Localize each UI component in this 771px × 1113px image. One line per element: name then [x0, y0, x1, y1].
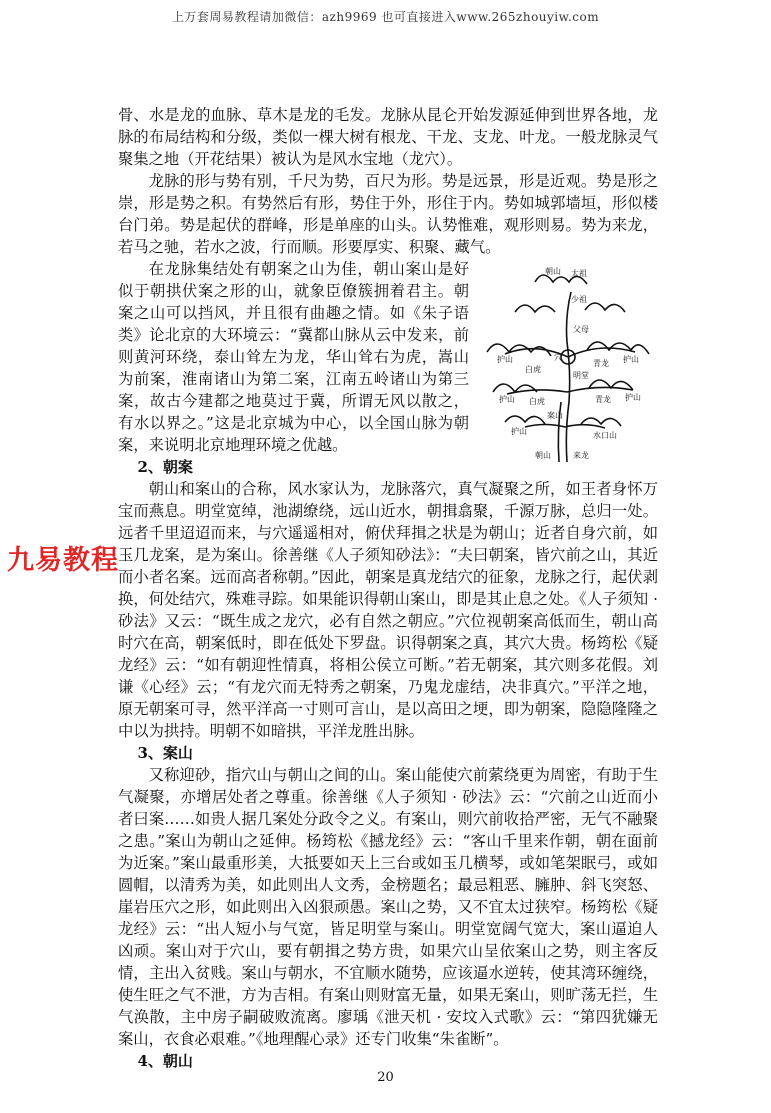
paragraph-3-cont — [118, 258, 658, 460]
label-xue: 穴 — [554, 353, 562, 362]
page-header: 上万套周易教程请加微信：azh9969 也可直接进入www.265zhouyiw.com — [171, 10, 600, 24]
heading-4: 4、朝山 — [137, 1052, 193, 1070]
label-top: 朝山 — [545, 267, 561, 276]
label-zhao: 朝山 — [535, 451, 551, 460]
label-right1: 青龙 — [593, 359, 609, 368]
label-shuikou: 水口山 — [593, 431, 617, 440]
paragraph-5: 又称迎砂，指穴山与朝山之间的山。案山能使穴前萦绕更为周密，有助于生气凝聚，亦增居处者之尊重。徐善继《人子须知 · 砂法》云：“穴前之山近而小者曰案……如贵人据几案处分政令之义。有案山，则穴前收拾严密，无气不融聚之患。”案山为朝山之延伸。杨筠松《撼龙经》云：“客山千里来作朝，朝在面前为近案。”案山最重形美，大抵要如天上三台或如玉几横琴，或如笔架眠弓，或如圆帽，以清秀为美，如此则出人文秀，金榜题名；最忌粗恶、臃肿、斜飞突怒、崖岩压穴之形，如此则出入凶狠顽愚。案山之势，又不宜太过狭窄。杨筠松《疑龙经》云：“出人短小与气宽，皆足明堂与案山。明堂宽阔气宽大，案山逼迫人凶顽。案山对于穴山，要有朝揖之势方贵，如果穴山呈依案山之势，则主客反情，主出入贫贱。案山与朝水，不宜顺水随势，应该逼水逆转，使其湾环缠绕，使生旺之气不泄，方为吉相。有案山则财富无量，如果无案山，则旷荡无拦，生气涣散，主中房子嗣破败流离。廖瑀《泄天机 · 安坟入式歌》云：“第四犹嫌无案山，衣食必艰难。”《地理醒心录》还专门收集“朱雀断”。 — [118, 766, 658, 1048]
label-taizu: 太祖 — [571, 269, 587, 278]
paragraph-3: 在龙脉集结处有朝案之山为佳，朝山案山是好似于朝拱伏案之形的山，就象臣僚簇拥着君主。朝案之山可以挡风，并且很有曲趣之情。如《朱子语类》论北京的大环境云：“冀都山脉从云中发来，前则黄河环绕，泰山耸左为龙，华山耸右为虎，嵩山为前案，淮南诸山为第二案，江南五岭诸山为第三案，故古今建都之地莫过于冀，所谓无风以散之，有水以界之。”这是北京城为中心，以全国山脉为朝案，来说明北京地理环境之优越。 — [118, 260, 469, 454]
label-right4: 护山 — [625, 393, 641, 402]
heading-2: 2、朝案 — [137, 458, 193, 476]
label-shaozu: 少祖 — [571, 295, 587, 304]
label-left2: 白虎 — [525, 365, 541, 374]
page-number: 20 — [377, 1070, 394, 1085]
label-fuzu: 父母 — [573, 325, 589, 334]
heading-3: 3、案山 — [137, 744, 193, 762]
label-lailong: 来龙 — [573, 451, 589, 460]
document-body — [118, 104, 658, 1072]
label-right3: 青龙 — [595, 395, 611, 404]
paragraph-1: 骨、水是龙的血脉、草木是龙的毛发。龙脉从昆仑开始发源延伸到世界各地，龙脉的布局结构和分级，类似一棵大树有根龙、干龙、支龙、叶龙。一般龙脉灵气聚集之地（开花结果）被认为是风水宝地（龙穴）。 — [118, 106, 658, 168]
label-an: 案山 — [547, 411, 563, 420]
dragon-vein-tree-svg — [475, 262, 660, 472]
label-left1: 护山 — [497, 355, 513, 364]
label-left3: 护山 — [499, 395, 515, 404]
paragraph-4: 朝山和案山的合称，风水家认为，龙脉落穴，真气凝聚之所，如王者身怀万宝而燕息。明堂宽绰，池湖缭绕，远山近水，朝揖翕聚，千源万脉，总归一处。远者千里迢迢而来，与穴遥遥相对，俯伏拜揖之状是为朝山；近者自身穴前，如玉几龙案，是为案山。徐善继《人子须知砂法》：“夫曰朝案，皆穴前之山，其近而小者名案。远而高者称朝。”因此，朝案是真龙结穴的征象，龙脉之行，起伏剥换，何处结穴，殊难寻踪。如果能识得朝山案山，即是其止息之处。《人子须知 · 砂法》又云：“既生成之龙穴，必有自然之朝应。”穴位视朝案高低而生，朝山高时穴在高，朝案低时，即在低处下罗盘。识得朝案之真，其穴大贵。杨筠松《疑龙经》云：“如有朝迎性情真，将相公侯立可断。”若无朝案，其穴则多花假。刘谦《心经》云；“有龙穴而无特秀之朝案，乃鬼龙虚结，决非真穴。”平洋之地，原无朝案可寻，然平洋高一寸则可言山，是以高田之埂，即为朝案，隐隐隆隆之中以为拱持。明朝不如暗拱，平洋龙胜出脉。 — [118, 480, 658, 740]
label-left5: 护山 — [511, 427, 527, 436]
label-right2: 护山 — [623, 355, 639, 364]
trunk-line — [566, 292, 571, 462]
label-mingtang: 明堂 — [573, 371, 589, 380]
paragraph-2: 龙脉的形与势有别，千尺为势，百尺为形。势是远景，形是近观。势是形之崇，形是势之积。有势然后有形，势住于外，形住于内。势如城郭墙垣，形似楼台门弟。势是起伏的群峰，形是单座的山头。认势惟难，观形则易。势为来龙，若马之驰，若水之波，行而顺。形要厚实、积聚、藏气。 — [118, 172, 658, 256]
label-left4: 白虎 — [529, 397, 545, 406]
watermark-logo: 九易教程 — [7, 545, 119, 576]
dragon-vein-diagram — [475, 262, 660, 472]
